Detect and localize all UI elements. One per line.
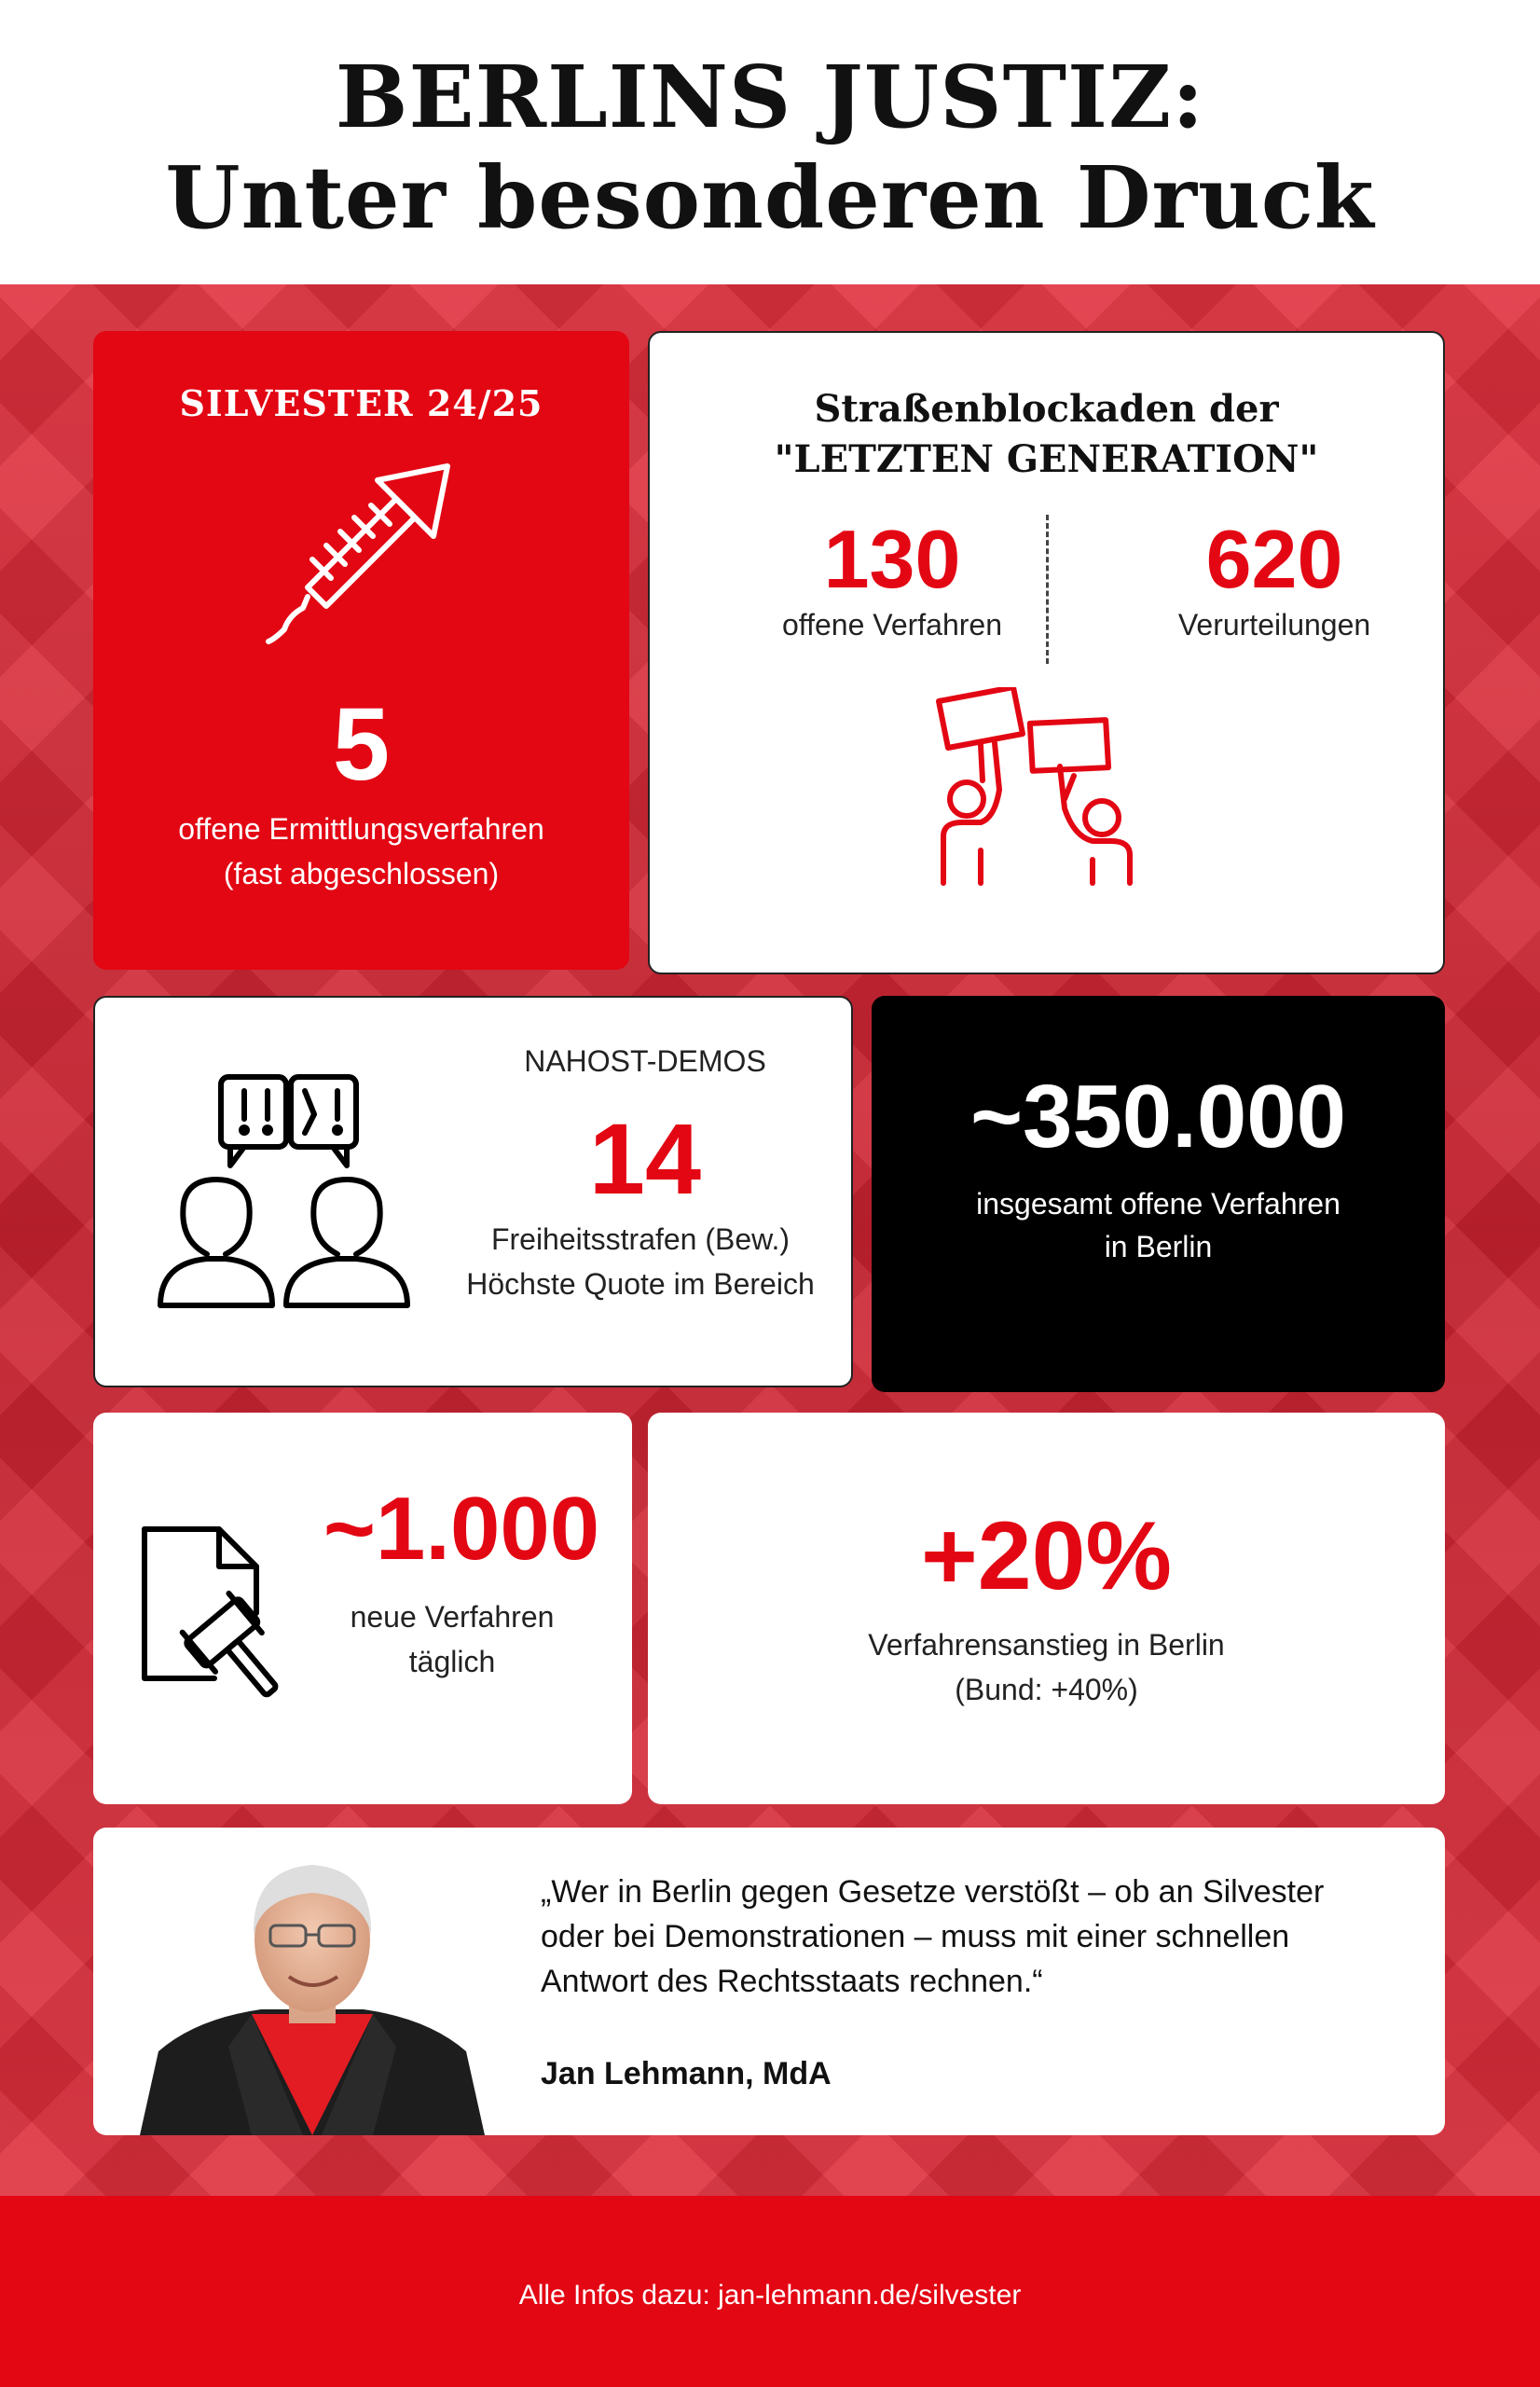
neu-card bbox=[93, 1413, 632, 1804]
gesamt-card bbox=[872, 996, 1445, 1392]
document-gavel-icon bbox=[140, 1525, 298, 1702]
blockaden-card bbox=[648, 331, 1445, 974]
nahost-text-line1: Freiheitsstrafen (Bew.) bbox=[490, 1222, 791, 1256]
anstieg-text-line2: (Bund: +40%) bbox=[955, 1673, 1138, 1706]
silvester-text-line2: (fast abgeschlossen) bbox=[223, 857, 500, 890]
header bbox=[0, 0, 1540, 284]
firework-rocket-icon bbox=[261, 448, 466, 653]
neu-text-line1: neue Verfahren bbox=[350, 1600, 555, 1634]
blockaden-stat-verdicts bbox=[1134, 515, 1414, 642]
quote-author: Jan Lehmann, MdA bbox=[541, 2056, 832, 2091]
blockaden-title-line2: "LETZTEN GENERATION" bbox=[774, 437, 1319, 481]
stat-divider bbox=[1046, 515, 1049, 664]
neu-value: ~1.000 bbox=[323, 1479, 600, 1579]
page-title-line1: BERLINS JUSTIZ: bbox=[335, 47, 1205, 147]
silvester-card bbox=[93, 331, 629, 970]
footer bbox=[0, 2196, 1540, 2387]
nahost-value: 14 bbox=[588, 1102, 702, 1215]
nahost-text-line2: Höchste Quote im Bereich bbox=[466, 1267, 815, 1301]
silvester-text-line1: offene Ermittlungsverfahren bbox=[178, 812, 544, 846]
quote-text-line3: Antwort des Rechtsstaats rechnen.“ bbox=[541, 1964, 1043, 1999]
gesamt-text-line2: in Berlin bbox=[1104, 1230, 1213, 1263]
quote-text-line2: oder bei Demonstrationen – muss mit einer schnellen bbox=[541, 1919, 1290, 1954]
anstieg-text-line1: Verfahrensanstieg in Berlin bbox=[868, 1628, 1225, 1662]
quote-text-line1: „Wer in Berlin gegen Gesetze verstößt – ob an Silvester bbox=[541, 1874, 1325, 1910]
anstieg-card bbox=[648, 1413, 1445, 1804]
quote-card bbox=[93, 1828, 1445, 2135]
people-speech-bubbles-icon bbox=[156, 1072, 412, 1310]
nahost-label: NAHOST-DEMOS bbox=[524, 1044, 766, 1078]
stat-label: Verurteilungen bbox=[1177, 608, 1371, 642]
blockaden-stat-open bbox=[752, 515, 1032, 642]
portrait-photo bbox=[140, 1846, 485, 2135]
anstieg-value: +20% bbox=[921, 1502, 1172, 1610]
nahost-card bbox=[93, 996, 853, 1387]
stat-label: offene Verfahren bbox=[781, 608, 1003, 642]
gesamt-text-line1: insgesamt offene Verfahren bbox=[976, 1187, 1341, 1221]
neu-text-line2: täglich bbox=[408, 1645, 496, 1678]
gesamt-value: ~350.000 bbox=[969, 1067, 1347, 1166]
stat-value: 620 bbox=[1205, 513, 1343, 605]
page-title-line2: Unter besonderen Druck bbox=[165, 147, 1375, 248]
protesters-icon bbox=[925, 687, 1167, 888]
silvester-label: SILVESTER 24/25 bbox=[179, 382, 543, 424]
stat-value: 130 bbox=[823, 513, 961, 605]
blockaden-title-line1: Straßenblockaden der bbox=[814, 387, 1279, 431]
silvester-value: 5 bbox=[332, 687, 391, 802]
footer-link-text[interactable]: Alle Infos dazu: jan-lehmann.de/silvester bbox=[518, 2280, 1022, 2311]
